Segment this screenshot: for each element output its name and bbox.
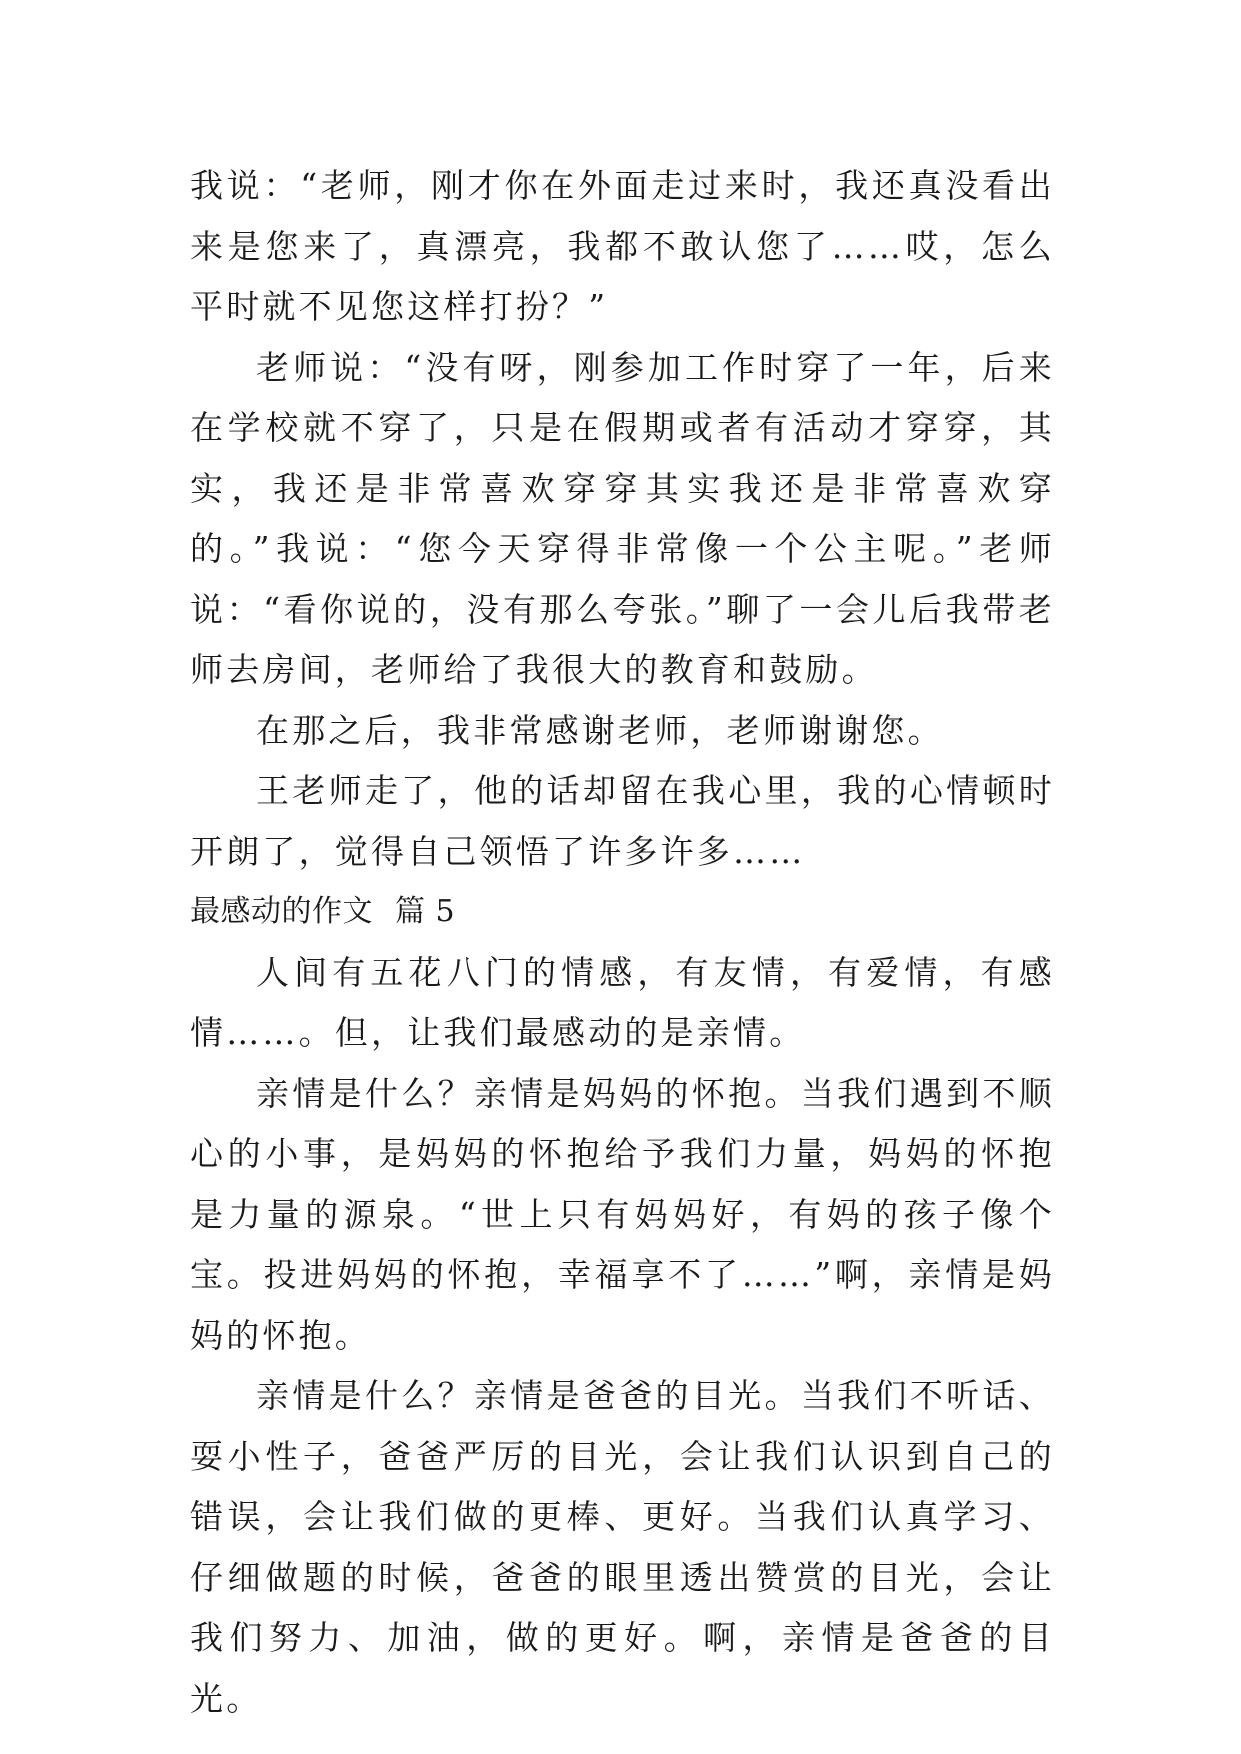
paragraph: 老师说：“没有呀，刚参加工作时穿了一年，后来在学校就不穿了，只是在假期或者有活动才穿穿，其实，我还是非常喜欢穿穿其实我还是非常喜欢穿的。”我说：“您今天穿得非常像一个公主呢。”老师说：“看你说的，没有那么夸张。”聊了一会儿后我带老师去房间，老师给了我很大的教育和鼓励。 xyxy=(190,347,1055,689)
paragraph: 亲情是什么？亲情是妈妈的怀抱。当我们遇到不顺心的小事，是妈妈的怀抱给予我们力量，妈妈的怀抱是力量的源泉。“世上只有妈妈好，有妈的孩子像个宝。投进妈妈的怀抱，幸福享不了……”啊，亲情是妈妈的怀抱。 xyxy=(190,1073,1055,1355)
document-body xyxy=(190,156,1055,1729)
section-number: 篇 5 xyxy=(395,894,456,929)
section-heading xyxy=(190,882,1055,943)
paragraph: 我说：“老师，刚才你在外面走过来时，我还真没看出来是您来了，真漂亮，我都不敢认您了……哎，怎么平时就不见您这样打扮？” xyxy=(190,166,1055,326)
paragraph: 在那之后，我非常感谢老师，老师谢谢您。 xyxy=(256,710,944,750)
paragraph: 亲情是什么？亲情是爸爸的目光。当我们不听话、耍小性子，爸爸严厉的目光，会让我们认识到自己的错误，会让我们做的更棒、更好。当我们认真学习、仔细做题的时候，爸爸的眼里透出赞赏的目光，会让我们努力、加油，做的更好。啊，亲情是爸爸的目光。 xyxy=(190,1376,1055,1718)
paragraph: 人间有五花八门的情感，有友情，有爱情，有感情……。但，让我们最感动的是亲情。 xyxy=(190,952,1055,1052)
paragraph: 王老师走了，他的话却留在我心里，我的心情顿时开朗了，觉得自己领悟了许多许多…… xyxy=(190,771,1055,871)
section-title: 最感动的作文 xyxy=(190,894,373,929)
